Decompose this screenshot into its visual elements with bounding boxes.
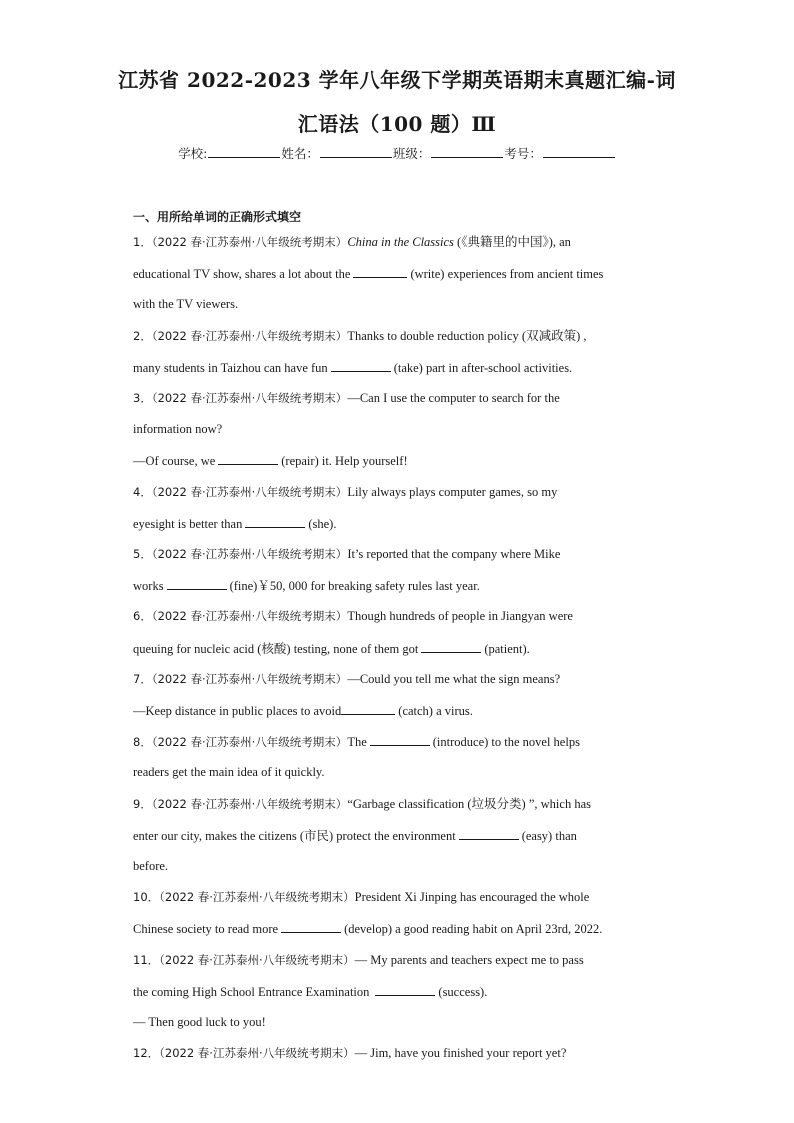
question-9-line-2: enter our city, makes the citizens (市民) protect the environment (easy) than [133,829,577,843]
question-3-line-3: —Of course, we (repair) it. Help yourself! [133,454,408,468]
question-1-line-2: educational TV show, shares a lot about the (write) experiences from ancient times [133,267,604,281]
question-7-line-1: 7．（2022 春·江苏泰州·八年级统考期末）—Could you tell me what the sign means? [133,672,561,686]
id-label: 考号： [504,146,542,161]
answer-blank-8[interactable] [370,733,430,746]
question-5-line-2: works (fine)￥50, 000 for breaking safety rules last year. [133,579,480,593]
answer-blank-3[interactable] [218,452,278,465]
question-5-line-1: 5．（2022 春·江苏泰州·八年级统考期末）It’s reported that the company where Mike [133,547,561,561]
answer-blank-7[interactable] [341,702,395,715]
answer-blank-9[interactable] [459,827,519,840]
question-4-line-2: eyesight is better than (she). [133,517,337,531]
question-1-line-1: 1．（2022 春·江苏泰州·八年级统考期末）China in the Classics (《典籍里的中国》), an [133,235,571,249]
question-2-line-1: 2．（2022 春·江苏泰州·八年级统考期末）Thanks to double reduction policy (双减政策) , [133,329,587,343]
answer-blank-2[interactable] [331,359,391,372]
question-11-line-1: 11．（2022 春·江苏泰州·八年级统考期末）— My parents and teachers expect me to pass [133,953,584,967]
question-8-line-1: 8．（2022 春·江苏泰州·八年级统考期末）The (introduce) to the novel helps [133,735,580,749]
question-8-line-2: readers get the main idea of it quickly. [133,765,325,779]
document-title-line1: 江苏省 2022-2023 学年八年级下学期英语期末真题汇编-词 [118,68,676,92]
school-label: 学校: [178,146,208,161]
question-12-line-1: 12．（2022 春·江苏泰州·八年级统考期末）— Jim, have you finished your report yet? [133,1046,567,1060]
section-title: 一、用所给单词的正确形式填空 [133,210,302,224]
question-4-line-1: 4．（2022 春·江苏泰州·八年级统考期末）Lily always plays computer games, so my [133,485,558,499]
name-label: 姓名： [281,146,319,161]
answer-blank-4[interactable] [245,515,305,528]
name-blank[interactable] [320,144,392,158]
question-6-line-2: queuing for nucleic acid (核酸) testing, none of them got (patient). [133,642,530,656]
id-blank[interactable] [543,144,615,158]
answer-blank-10[interactable] [281,920,341,933]
answer-blank-11[interactable] [375,983,435,996]
answer-blank-6[interactable] [421,640,481,653]
question-10-line-1: 10．（2022 春·江苏泰州·八年级统考期末）President Xi Jinping has encouraged the whole [133,890,590,904]
answer-blank-5[interactable] [167,577,227,590]
question-3-line-1: 3．（2022 春·江苏泰州·八年级统考期末）—Can I use the computer to search for the [133,391,560,405]
question-9-line-1: 9．（2022 春·江苏泰州·八年级统考期末）“Garbage classification (垃圾分类) ”, which has [133,797,591,811]
class-label: 班级： [392,146,431,161]
question-9-line-3: before. [133,859,169,873]
question-3-line-2: information now? [133,422,223,436]
document-title-line2: 汇语法（100 题）Ⅲ [297,112,497,136]
question-10-line-2: Chinese society to read more (develop) a good reading habit on April 23rd, 2022. [133,922,603,936]
school-blank[interactable] [208,144,280,158]
question-6-line-1: 6．（2022 春·江苏泰州·八年级统考期末）Though hundreds of people in Jiangyan were [133,609,573,623]
class-blank[interactable] [431,144,503,158]
question-7-line-2: —Keep distance in public places to avoid (catch) a virus. [133,704,473,718]
answer-blank-1[interactable] [353,265,407,278]
question-1-line-3: with the TV viewers. [133,297,239,311]
question-11-line-3: — Then good luck to you! [133,1015,266,1029]
question-2-line-2: many students in Taizhou can have fun (take) part in after-school activities. [133,361,573,375]
question-11-line-2: the coming High School Entrance Examination (success). [133,985,488,999]
student-info-row [0,144,794,162]
